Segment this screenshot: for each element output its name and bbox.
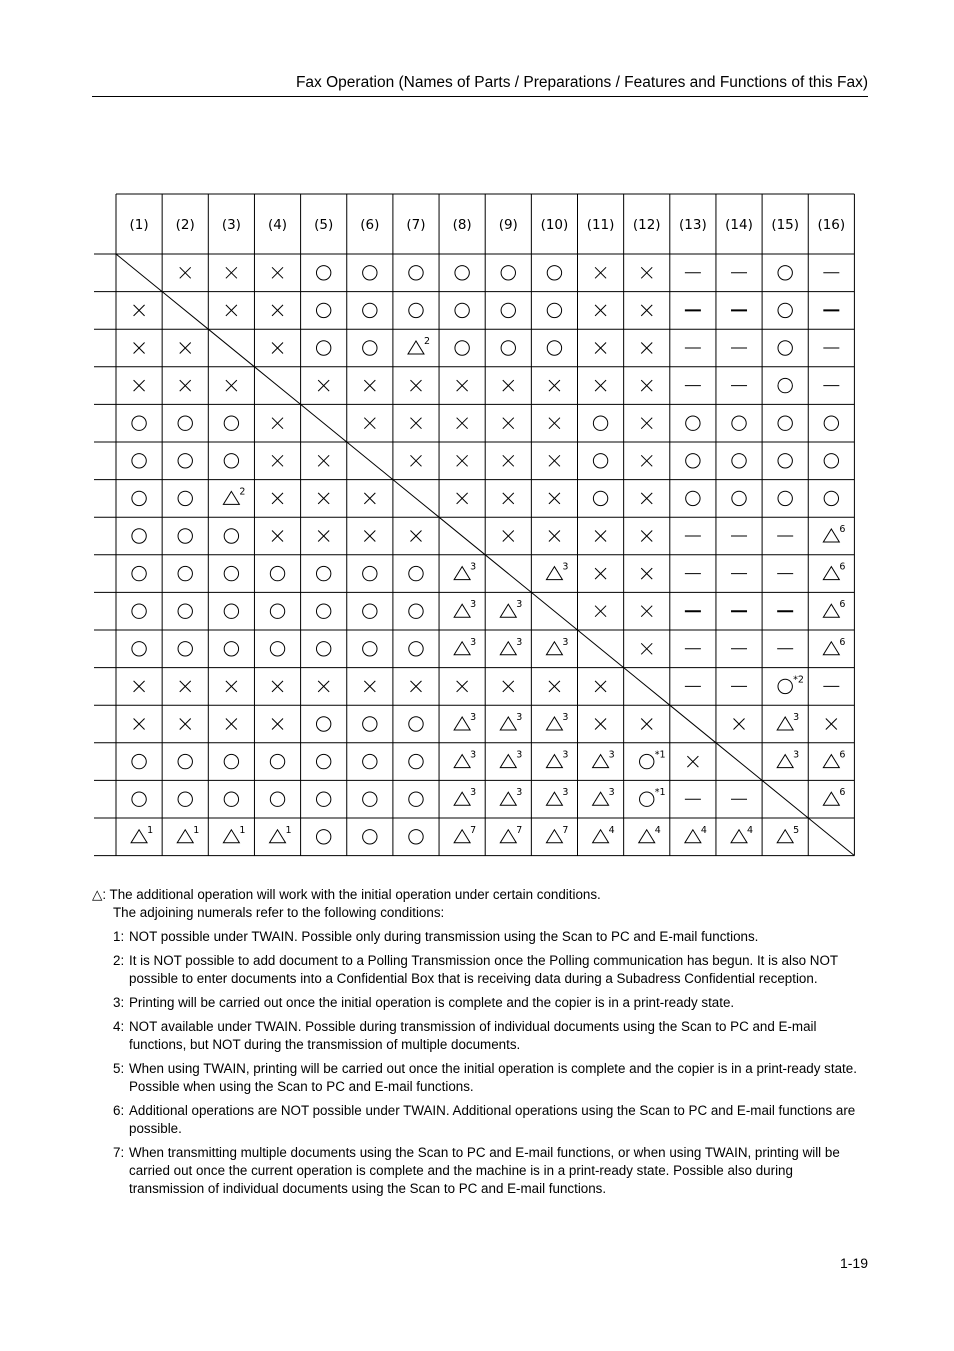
diagonal-slash [254, 367, 300, 405]
condition-3 [92, 994, 868, 1012]
notes [92, 886, 868, 1198]
circle-mark [409, 604, 423, 618]
condition-text: When transmitting multiple documents using the Scan to PC and E-mail functions, or when using TWAIN, printing will be carried out once the current operation is complete and the machine is in a print-ready state. Possible also during transmission of individual documents using the Scan to PC and E-mail functions. [129, 1145, 840, 1196]
column-header: (3) [221, 217, 241, 233]
circle-mark [778, 266, 792, 280]
triangle-mark [500, 830, 516, 843]
circle-mark [409, 266, 423, 280]
circle-mark [363, 604, 377, 618]
circle-mark [178, 792, 192, 806]
superscript-label: 3 [608, 749, 615, 761]
circle-mark [547, 341, 561, 355]
circle-mark [686, 454, 700, 468]
superscript-label: 6 [839, 749, 846, 761]
circle-mark [409, 754, 423, 768]
triangle-mark [593, 755, 609, 768]
superscript-label: 3 [516, 787, 523, 799]
triangle-mark [777, 755, 793, 768]
triangle-mark [500, 717, 516, 730]
superscript-label: 3 [562, 712, 569, 723]
condition-6 [92, 1102, 868, 1138]
circle-mark [224, 792, 238, 806]
circle-mark [316, 830, 330, 844]
circle-mark [640, 792, 654, 806]
circle-mark [270, 642, 284, 656]
circle-mark [178, 491, 192, 505]
circle-mark [732, 454, 746, 468]
circle-mark [224, 454, 238, 468]
condition-5 [92, 1060, 868, 1096]
triangle-mark [546, 642, 562, 655]
superscript-label: *1 [654, 787, 666, 799]
triangle-mark [823, 792, 839, 805]
circle-mark [270, 566, 284, 580]
superscript-label: 3 [608, 787, 615, 799]
condition-number: 2: [113, 953, 125, 968]
superscript-label: 3 [516, 636, 523, 648]
circle-mark [824, 454, 838, 468]
circle-mark [778, 378, 792, 392]
circle-mark [732, 491, 746, 505]
triangle-mark [500, 604, 516, 617]
triangle-mark [546, 830, 562, 843]
diagonal-slash [624, 668, 670, 706]
diagonal-slash [301, 404, 347, 442]
superscript-label: 3 [562, 561, 569, 573]
column-header: (7) [406, 217, 426, 233]
column-header: (15) [771, 217, 800, 233]
circle-mark [178, 529, 192, 543]
triangle-mark [546, 755, 562, 768]
circle-mark [686, 491, 700, 505]
diagonal-slash [162, 292, 208, 330]
triangle-mark [131, 830, 147, 843]
diagonal-slash [716, 743, 762, 781]
circle-mark [224, 754, 238, 768]
circle-mark [224, 416, 238, 430]
circle-mark [593, 416, 607, 430]
triangle-mark [546, 792, 562, 805]
triangle-mark [177, 830, 193, 843]
circle-mark [640, 754, 654, 768]
circle-mark [778, 416, 792, 430]
triangle-mark [823, 567, 839, 580]
circle-mark [455, 303, 469, 317]
circle-mark [363, 303, 377, 317]
circle-mark [316, 642, 330, 656]
triangle-mark [639, 830, 655, 843]
circle-mark [316, 717, 330, 731]
triangle-mark [454, 830, 470, 843]
superscript-label: 3 [516, 749, 523, 761]
notes-intro-text: : The additional operation will work with the initial operation under certain conditions. [102, 887, 601, 902]
superscript-label: 4 [654, 824, 661, 836]
circle-mark [778, 341, 792, 355]
circle-mark [363, 830, 377, 844]
circle-mark [501, 341, 515, 355]
triangle-mark [454, 642, 470, 655]
circle-mark [132, 416, 146, 430]
superscript-label: 4 [608, 824, 615, 836]
diagonal-slash [439, 517, 485, 555]
column-header: (13) [679, 217, 707, 233]
circle-mark [732, 416, 746, 430]
triangle-mark [823, 604, 839, 617]
circle-mark [363, 566, 377, 580]
superscript-label: 3 [562, 749, 569, 761]
superscript-label: 3 [470, 749, 477, 761]
circle-mark [178, 454, 192, 468]
circle-mark [132, 566, 146, 580]
superscript-label: 3 [793, 749, 800, 761]
diagonal-slash [670, 705, 716, 743]
diagonal-slash [531, 592, 577, 630]
column-header: (11) [586, 217, 615, 233]
circle-mark [363, 266, 377, 280]
circle-mark [501, 266, 515, 280]
superscript-label: 3 [470, 599, 477, 611]
circle-mark [178, 416, 192, 430]
circle-mark [409, 303, 423, 317]
condition-number: 1: [113, 929, 125, 944]
circle-mark [409, 642, 423, 656]
condition-7 [92, 1144, 868, 1198]
triangle-mark [270, 830, 286, 843]
triangle-mark [546, 567, 562, 580]
triangle-mark [823, 642, 839, 655]
circle-mark [316, 566, 330, 580]
superscript-label: 4 [747, 824, 754, 836]
column-header: (8) [452, 217, 472, 233]
column-header: (1) [129, 217, 149, 233]
superscript-label: 3 [470, 787, 477, 799]
superscript-label: *2 [793, 674, 804, 686]
condition-1 [92, 928, 868, 946]
superscript-label: 2 [423, 336, 431, 347]
circle-mark [270, 604, 284, 618]
circle-mark [316, 754, 330, 768]
diagonal-slash [393, 480, 439, 518]
circle-mark [316, 303, 330, 317]
triangle-mark [223, 830, 239, 843]
circle-mark [455, 266, 469, 280]
diagonal-slash [578, 630, 624, 668]
circle-mark [178, 566, 192, 580]
circle-mark [224, 642, 238, 656]
circle-mark [363, 792, 377, 806]
column-header: (14) [725, 217, 753, 233]
circle-mark [409, 717, 423, 731]
superscript-label: 6 [839, 599, 846, 611]
diagonal-slash [762, 780, 808, 818]
condition-number: 5: [113, 1061, 125, 1076]
superscript-label: 3 [516, 712, 523, 723]
superscript-label: 7 [562, 824, 569, 836]
circle-mark [316, 604, 330, 618]
circle-mark [270, 792, 284, 806]
triangle-mark [731, 830, 747, 843]
condition-number: 6: [113, 1103, 125, 1118]
circle-mark [824, 416, 838, 430]
triangle-mark [454, 755, 470, 768]
circle-mark [455, 341, 469, 355]
triangle-mark [500, 792, 516, 805]
superscript-label: 5 [793, 824, 800, 836]
notes-intro-2: The adjoining numerals refer to the following conditions: [113, 905, 445, 920]
condition-number: 4: [113, 1019, 125, 1034]
superscript-label: 6 [839, 787, 846, 799]
superscript-label: 6 [839, 561, 846, 573]
circle-mark [224, 529, 238, 543]
triangle-mark [454, 604, 470, 617]
circle-mark [132, 529, 146, 543]
triangle-mark [454, 717, 470, 730]
triangle-mark [593, 792, 609, 805]
superscript-label: 2 [239, 486, 246, 498]
superscript-label: 6 [839, 524, 846, 535]
diagonal-slash [485, 555, 531, 593]
circle-mark [178, 604, 192, 618]
triangle-mark [454, 567, 470, 580]
circle-mark [178, 754, 192, 768]
circle-mark [224, 566, 238, 580]
superscript-label: 3 [470, 561, 477, 573]
column-header: (16) [817, 217, 846, 233]
superscript-label: 3 [470, 636, 477, 648]
superscript-label: 1 [239, 824, 246, 836]
circle-mark [363, 754, 377, 768]
circle-mark [501, 303, 515, 317]
superscript-label: 7 [470, 824, 477, 836]
notes-intro [92, 886, 868, 904]
circle-mark [363, 642, 377, 656]
circle-mark [132, 604, 146, 618]
superscript-label: 1 [147, 824, 154, 836]
column-header: (5) [314, 217, 334, 233]
superscript-label: 6 [839, 636, 846, 648]
condition-text: NOT possible under TWAIN. Possible only during transmission using the Scan to PC and E-mail functions. [129, 929, 759, 944]
triangle-symbol: △ [92, 887, 103, 902]
triangle-mark [223, 491, 239, 504]
circle-mark [686, 416, 700, 430]
circle-mark [409, 830, 423, 844]
diagonal-slash [347, 442, 393, 480]
circle-mark [778, 491, 792, 505]
circle-mark [363, 717, 377, 731]
condition-text: Additional operations are NOT possible under TWAIN. Additional operations using the Scan to PC and E-mail functions are possible. [129, 1103, 856, 1136]
triangle-mark [546, 717, 562, 730]
circle-mark [132, 491, 146, 505]
column-header: (10) [540, 217, 569, 233]
circle-mark [132, 454, 146, 468]
triangle-mark [777, 717, 793, 730]
condition-number: 7: [113, 1145, 125, 1160]
circle-mark [132, 754, 146, 768]
triangle-mark [777, 830, 793, 843]
superscript-label: 3 [516, 599, 523, 611]
triangle-mark [500, 642, 516, 655]
diagonal-slash [208, 329, 254, 367]
triangle-mark [500, 755, 516, 768]
superscript-label: 4 [700, 824, 707, 836]
circle-mark [270, 754, 284, 768]
circle-mark [409, 566, 423, 580]
header-title: Fax Operation (Names of Parts / Preparations / Features and Functions of this Fax) [295, 74, 868, 91]
circle-mark [178, 642, 192, 656]
superscript-label: 3 [793, 712, 800, 723]
condition-4 [92, 1018, 868, 1054]
column-header: (9) [498, 217, 518, 233]
superscript-label: 3 [562, 787, 569, 799]
circle-mark [132, 792, 146, 806]
triangle-mark [823, 529, 839, 542]
circle-mark [224, 604, 238, 618]
circle-mark [409, 792, 423, 806]
condition-text: Printing will be carried out once the initial operation is complete and the copier is in a print-ready state. [129, 995, 735, 1010]
superscript-label: 1 [285, 824, 292, 836]
superscript-label: 3 [562, 636, 569, 648]
column-header: (4) [267, 217, 288, 233]
circle-mark [316, 341, 330, 355]
column-header: (6) [360, 217, 380, 233]
condition-text: NOT available under TWAIN. Possible during transmission of individual documents using the Scan to PC and E-mail functions, but NOT during the transmission of multiple documents. [129, 1019, 817, 1052]
triangle-mark [408, 341, 424, 354]
condition-2 [92, 952, 868, 988]
circle-mark [547, 303, 561, 317]
condition-text: It is NOT possible to add document to a Polling Transmission once the Polling communication has begun. It is also NOT possible to enter documents into a Confidential Box that is receiving data during a Subadress Confidential reception. [129, 953, 838, 986]
triangle-mark [823, 755, 839, 768]
condition-text: When using TWAIN, printing will be carried out once the initial operation is complete and the copier is in a print-ready state. Possible when using the Scan to PC and E-mail functions. [129, 1061, 857, 1094]
circle-mark [316, 266, 330, 280]
circle-mark [363, 341, 377, 355]
circle-mark [778, 303, 792, 317]
circle-mark [593, 454, 607, 468]
circle-mark [132, 642, 146, 656]
superscript-label: 7 [516, 824, 523, 836]
page-number: 1-19 [839, 1255, 868, 1271]
superscript-label: 1 [193, 824, 200, 836]
column-header: (2) [175, 217, 195, 233]
circle-mark [547, 266, 561, 280]
triangle-mark [454, 792, 470, 805]
circle-mark [778, 679, 792, 693]
diagonal-slash [116, 254, 162, 292]
superscript-label: 3 [470, 712, 477, 723]
triangle-mark [685, 830, 701, 843]
circle-mark [316, 792, 330, 806]
superscript-label: *1 [654, 749, 666, 761]
column-header: (12) [632, 217, 661, 233]
circle-mark [778, 454, 792, 468]
circle-mark [824, 491, 838, 505]
triangle-mark [593, 830, 609, 843]
circle-mark [593, 491, 607, 505]
diagonal-slash [808, 818, 854, 856]
condition-number: 3: [113, 995, 125, 1010]
